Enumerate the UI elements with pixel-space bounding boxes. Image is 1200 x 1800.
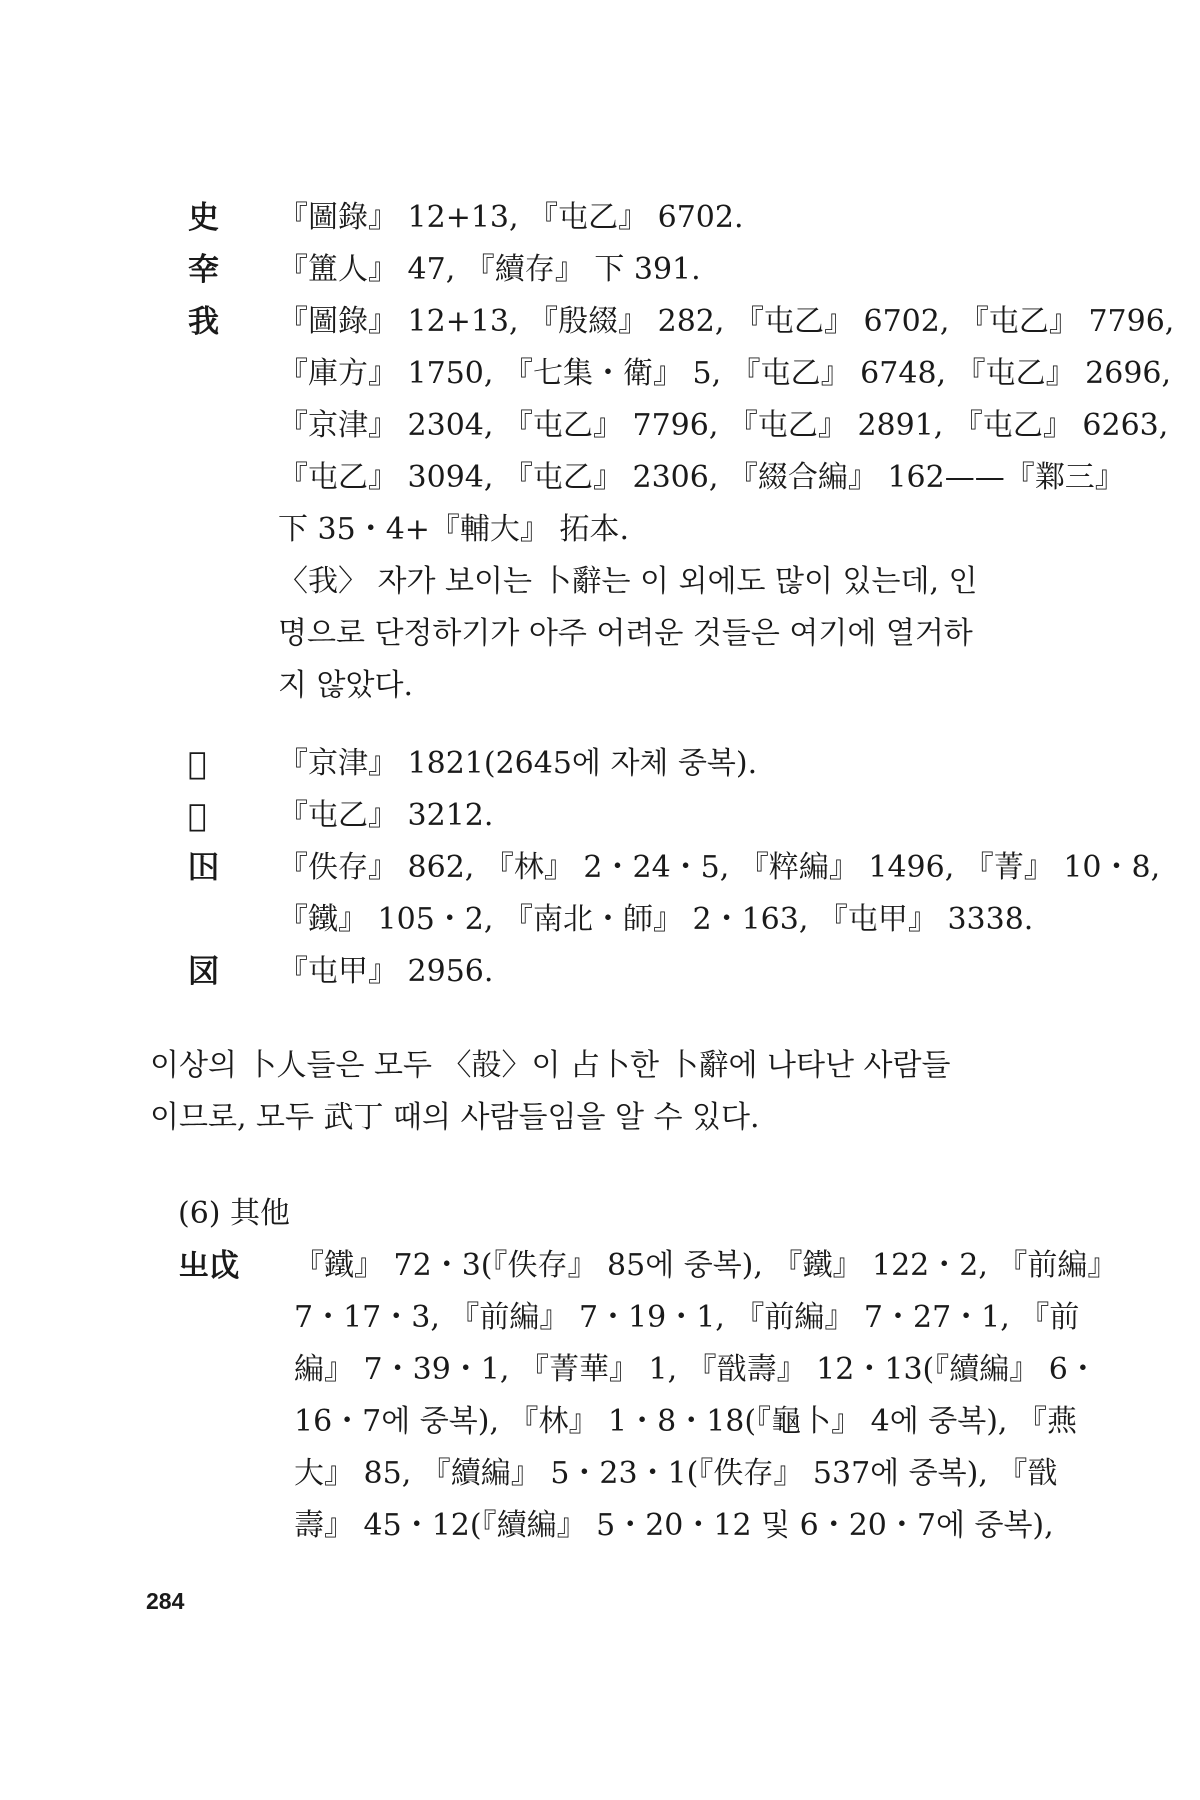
ref-line: 『庫方』 1750, 『七集・衛』 5, 『屯乙』 6748, 『屯乙』 2696, xyxy=(278,356,1172,391)
entry-refs xyxy=(278,244,1028,296)
ref-line: 7・17・3, 『前編』 7・19・1, 『前編』 7・27・1, 『前 xyxy=(294,1300,1080,1335)
ref-line: 編』 7・39・1, 『菁華』 1, 『戩壽』 12・13(『續編』 6・ xyxy=(294,1352,1098,1387)
entry-head: 㞢戉 xyxy=(178,1248,240,1284)
entry-head: 㚔 xyxy=(188,252,219,288)
entry-refs xyxy=(278,738,1028,790)
ref-line: 壽』 45・12(『續編』 5・20・12 및 6・20・7에 중복), xyxy=(294,1508,1054,1543)
ref-line: 16・7에 중복), 『林』 1・8・18(『龜卜』 4에 중복), 『燕 xyxy=(294,1404,1077,1439)
ref-line: 『佚存』 862, 『林』 2・24・5, 『粹編』 1496, 『菁』 10・8, xyxy=(278,850,1161,885)
ref-line: 『簠人』 47, 『續存』 下 391. xyxy=(278,252,701,287)
ref-line: 『鐵』 72・3(『佚存』 85에 중복), 『鐵』 122・2, 『前編』 xyxy=(294,1248,1118,1283)
section-heading: (6) 其他 xyxy=(178,1196,291,1231)
ref-line: 大』 85, 『續編』 5・23・1(『佚存』 537에 중복), 『戩 xyxy=(294,1456,1058,1491)
ref-line: 『京津』 2304, 『屯乙』 7796, 『屯乙』 2891, 『屯乙』 6263, xyxy=(278,408,1169,443)
entry-head: 𠀄 xyxy=(188,798,207,834)
note-line: 〈我〉 자가 보이는 卜辭는 이 외에도 많이 있는데, 인 xyxy=(278,564,978,599)
entry-head: 我 xyxy=(188,304,219,340)
ref-line: 下 35・4+『輔大』 拓本. xyxy=(278,512,630,547)
summary-line: 이상의 卜人들은 모두 〈㱿〉이 占卜한 卜辭에 나타난 사람들 xyxy=(150,1048,951,1083)
ref-line: 『圖錄』 12+13, 『殷綴』 282, 『屯乙』 6702, 『屯乙』 7796, xyxy=(278,304,1175,339)
entry-refs xyxy=(294,1240,1118,1552)
entry-refs xyxy=(278,790,1028,842)
ref-line: 『京津』 1821(2645에 자체 중복). xyxy=(278,746,758,781)
note-line: 지 않았다. xyxy=(278,668,413,703)
ref-line: 『屯甲』 2956. xyxy=(278,954,494,989)
page-number: 284 xyxy=(146,1588,185,1614)
ref-line: 『鐵』 105・2, 『南北・師』 2・163, 『屯甲』 3338. xyxy=(278,902,1034,937)
entry-head: 𤕫 xyxy=(188,746,207,782)
ref-line: 『圖錄』 12+13, 『屯乙』 6702. xyxy=(278,200,744,235)
entry-refs xyxy=(278,192,1028,244)
entry-head: 史 xyxy=(188,200,219,236)
entry-head: 𡆥 xyxy=(188,850,219,886)
entry-refs xyxy=(278,842,1161,946)
summary-line: 이므로, 모두 武丁 때의 사람들임을 알 수 있다. xyxy=(150,1100,760,1135)
entry-refs xyxy=(278,946,1028,998)
entry-head: 㘝 xyxy=(188,954,219,990)
summary-paragraph xyxy=(150,1040,950,1144)
entry-refs xyxy=(278,296,1175,712)
ref-line: 『屯乙』 3212. xyxy=(278,798,494,833)
ref-line: 『屯乙』 3094, 『屯乙』 2306, 『綴合編』 162——『鄴三』 xyxy=(278,460,1125,495)
note-line: 명으로 단정하기가 아주 어려운 것들은 여기에 열거하 xyxy=(278,616,973,651)
